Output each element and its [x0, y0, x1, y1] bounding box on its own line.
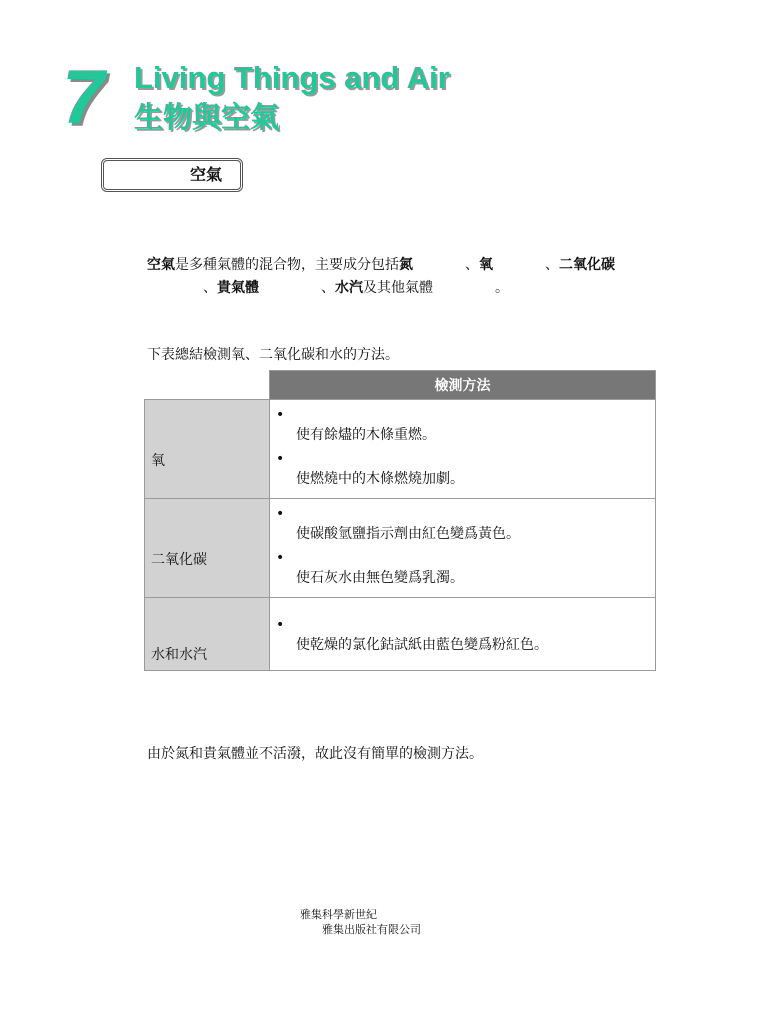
table-row — [145, 400, 656, 499]
section-label: 空氣 — [190, 165, 223, 184]
intro-end: 。 — [495, 280, 509, 296]
separator: 、 — [465, 257, 479, 273]
term-oxygen: 氧 — [479, 257, 493, 273]
table-row — [145, 499, 656, 598]
method-text: 使石灰水由無色變爲乳濁。 — [296, 570, 464, 586]
chapter-title-english: Living Things and Air — [134, 60, 450, 95]
chapter-title-chinese: 生物與空氣 — [134, 100, 280, 134]
method-text: 使燃燒中的木條燃燒加劇。 — [296, 471, 464, 487]
row-header-oxygen: 氧 — [145, 400, 270, 499]
row-header-carbon-dioxide: 二氧化碳 — [145, 499, 270, 598]
footer-publisher: 雅集出版社有限公司 — [322, 923, 421, 936]
intro-text-2: 及其他氣體 — [363, 280, 433, 296]
chapter-number: 7 — [62, 55, 105, 140]
table-header-row — [145, 371, 656, 400]
term-noble-gases: 貴氣體 — [217, 280, 259, 296]
method-text: 使碳酸氫鹽指示劑由紅色變爲黃色。 — [296, 526, 520, 542]
methods-cell-carbon-dioxide — [270, 499, 656, 598]
methods-cell-water — [270, 598, 656, 671]
separator: 、 — [321, 280, 335, 296]
method-text: 使乾燥的氯化鈷試紙由藍色變爲粉紅色。 — [296, 637, 548, 653]
table-corner-cell — [145, 371, 270, 400]
table-intro: 下表總結檢測氧、二氧化碳和水的方法。 — [147, 347, 399, 363]
bullet-icon: • — [276, 506, 285, 522]
detection-methods-table — [144, 370, 656, 671]
note-paragraph: 由於氮和貴氣體並不活潑，故此沒有簡單的檢測方法。 — [147, 746, 483, 762]
term-carbon-dioxide: 二氧化碳 — [559, 257, 615, 273]
table-header-methods: 檢測方法 — [270, 371, 656, 400]
bullet-icon: • — [276, 451, 285, 467]
methods-cell-oxygen — [270, 400, 656, 499]
bullet-icon: • — [276, 617, 285, 633]
table-row — [145, 598, 656, 671]
term-nitrogen: 氮 — [399, 257, 413, 273]
intro-paragraph-line-1 — [147, 253, 615, 277]
bullet-icon: • — [276, 550, 285, 566]
separator: 、 — [203, 280, 217, 296]
footer-series-name: 雅集科學新世紀 — [300, 908, 377, 921]
term-water-vapour: 水汽 — [335, 280, 363, 296]
intro-text-1: 是多種氣體的混合物，主要成分包括 — [175, 257, 399, 273]
term-air: 空氣 — [147, 257, 175, 273]
row-header-water: 水和水汽 — [145, 598, 270, 671]
intro-paragraph-line-2 — [147, 276, 509, 300]
method-text: 使有餘燼的木條重燃。 — [296, 427, 436, 443]
separator: 、 — [545, 257, 559, 273]
bullet-icon: • — [276, 407, 285, 423]
